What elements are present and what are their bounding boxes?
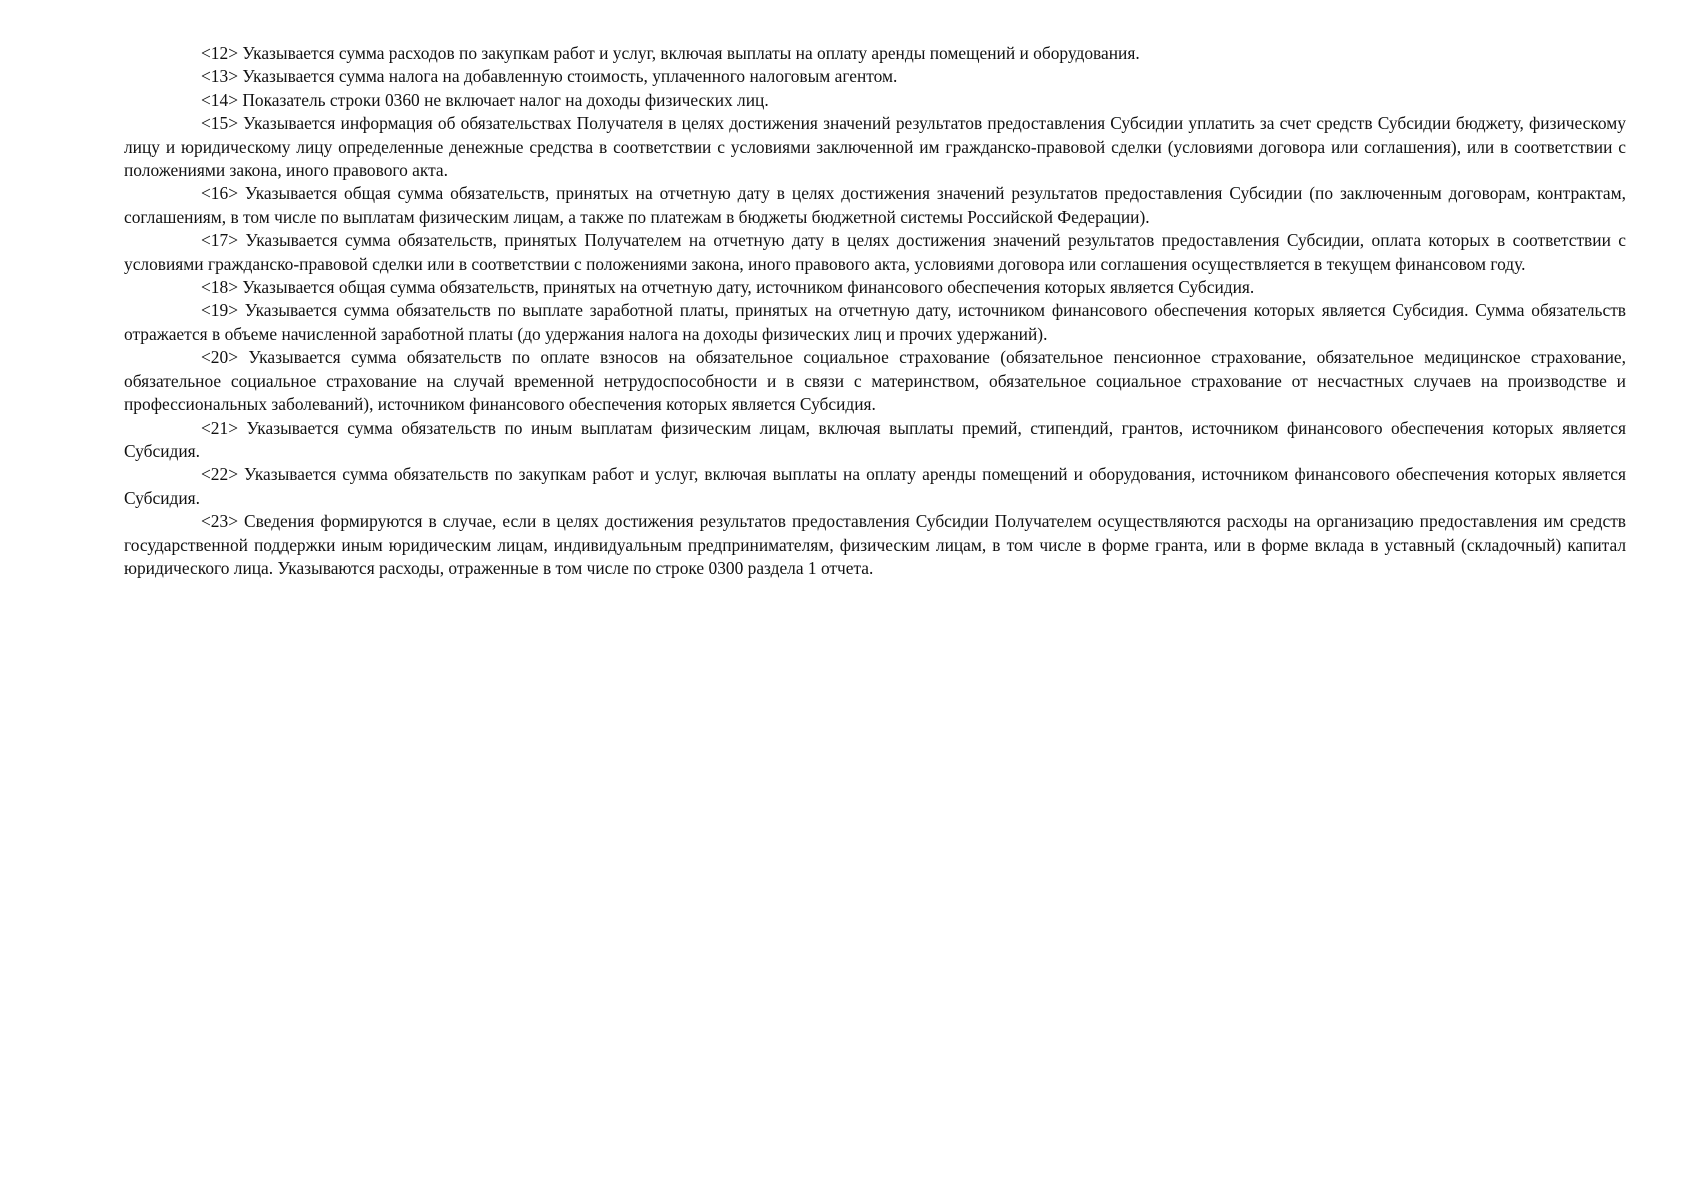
footnote-12: <12> Указывается сумма расходов по закупкам работ и услуг, включая выплаты на оплату аренды помещений и оборудования. <box>201 43 1140 63</box>
footnote-22: <22> Указывается сумма обязательств по закупкам работ и услуг, включая выплаты на оплату аренды помещений и оборудования, источником финансового обеспечения которых является Субсидия. <box>124 464 1626 508</box>
footnote-13: <13> Указывается сумма налога на добавленную стоимость, уплаченного налоговым агентом. <box>201 66 898 87</box>
document-page <box>124 42 1626 580</box>
footnote-16: <16> Указывается общая сумма обязательств, принятых на отчетную дату в целях достижения значений результатов предоставления Субсидии (по заключенным договорам, контрактам, соглашениям, в том числе по выплатам физическим лицам, а также по платежам в бюджеты бюджетной системы Российской Федерации). <box>124 183 1626 227</box>
footnote-15: <15> Указывается информация об обязательствах Получателя в целях достижения значений результатов предоставления Субсидии уплатить за счет средств Субсидии бюджету, физическому лицу и юридическому лицу определенные денежные средства в соответствии с условиями заключенной им гражданско-правовой сделки (условиями договора или соглашения), или в соответствии с положениями закона, иного правового акта. <box>124 113 1626 181</box>
footnote-14: <14> Показатель строки 0360 не включает налог на доходы физических лиц. <box>201 89 769 110</box>
footnote-20: <20> Указывается сумма обязательств по оплате взносов на обязательное социальное страхование (обязательное пенсионное страхование, обязательное медицинское страхование, обязательное социальное страхование на случай временной нетрудоспособности и в связи с материнством, обязательное социальное страхование от несчастных случаев на производстве и профессиональных заболеваний), источником финансового обеспечения которых является Субсидия. <box>124 347 1626 415</box>
footnote-17: <17> Указывается сумма обязательств, принятых Получателем на отчетную дату в целях достижения значений результатов предоставления Субсидии, оплата которых в соответствии с условиями гражданско-правовой сделки или в соответствии с положениями закона, иного правового акта, условиями договора или соглашения осуществляется в текущем финансовом году. <box>124 230 1626 274</box>
footnote-18: <18> Указывается общая сумма обязательств, принятых на отчетную дату, источником финансового обеспечения которых является Субсидия. <box>201 277 1255 298</box>
footnote-21: <21> Указывается сумма обязательств по иным выплатам физическим лицам, включая выплаты премий, стипендий, грантов, источником финансового обеспечения которых является Субсидия. <box>124 417 1626 461</box>
footnote-19: <19> Указывается сумма обязательств по выплате заработной платы, принятых на отчетную дату, источником финансового обеспечения которых является Субсидия. Сумма обязательств отражается в объеме начисленной заработной платы (до удержания налога на доходы физических лиц и прочих удержаний). <box>124 300 1626 344</box>
footnote-23: <23> Сведения формируются в случае, если в целях достижения результатов предоставления Субсидии Получателем осуществляются расходы на организацию предоставления им средств государственной поддержки иным юридическим лицам, индивидуальным предпринимателям, физическим лицам, в том числе в форме гранта, или в форме вклада в уставный (складочный) капитал юридического лица. Указываются расходы, отраженные в том числе по строке 0300 раздела 1 отчета. <box>124 511 1626 578</box>
